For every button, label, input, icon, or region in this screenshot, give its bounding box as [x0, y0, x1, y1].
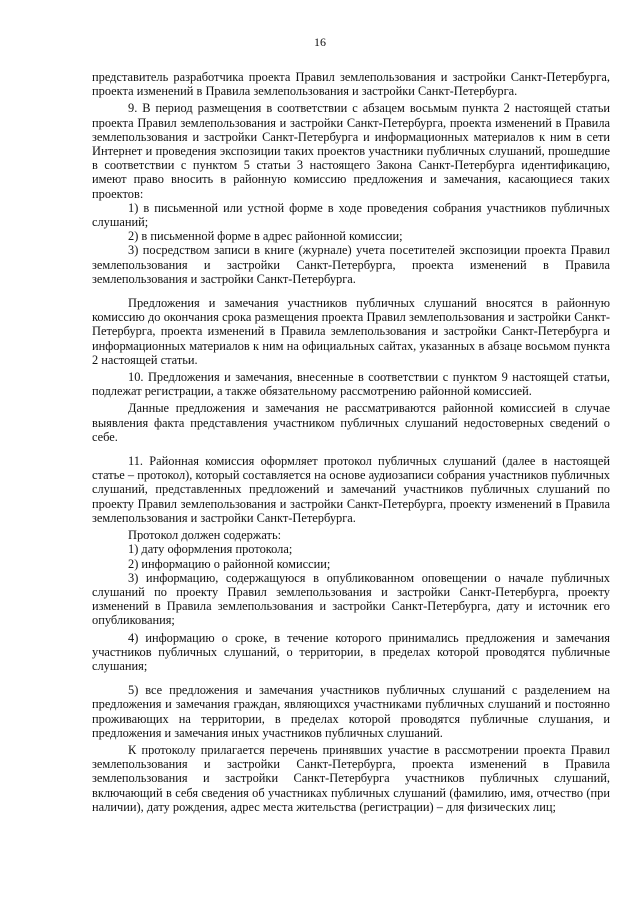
paragraph-item-9: 9. В период размещения в соответствии с абзацем восьмым пункта 2 настоящей статьи проекта Правил землепользования и застройки Санкт-Петербурга, проекта изменений в Правила землепользования и застройки Санкт-Петербурга и информационных материалов к ним в сети Интернет и проведения экспозиции таких проектов участники публичных слушаний, прошедшие в соответствии с пунктом 5 статьи 3 настоящего Закона Санкт-Петербурга идентификацию, имеют право вносить в районную комиссию предложения и замечания, касающиеся таких проектов:: [92, 101, 610, 201]
paragraph-participants-list: К протоколу прилагается перечень принявших участие в рассмотрении проекта Правил землепользования и застройки Санкт-Петербурга, проекта изменений в Правила землепользования и застройки Санкт-Петербурга участников публичных слушаний, включающий в себя сведения об участниках публичных слушаний (фамилию, имя, отчество (при наличии), дату рождения, адрес места жительства (регистрации) – для физических лиц;: [92, 742, 610, 814]
paragraph-item-11: 11. Районная комиссия оформляет протокол публичных слушаний (далее в настоящей статье – протокол), который составляется на основе аудиозаписи собрания участников публичных слушаний, представленных предложений и замечаний участников публичных слушаний по проекту Правил землепользования и застройки Санкт-Петербурга, проекту изменений в Правила землепользования и застройки Санкт-Петербурга.: [92, 454, 610, 525]
page-number: 16: [314, 35, 326, 49]
paragraph-protocol-item-4: 4) информацию о сроке, в течение которого принимались предложения и замечания участников публичных слушаний, о территории, в пределах которой проводятся публичные слушания;: [92, 630, 610, 673]
paragraph-protocol-item-5: 5) все предложения и замечания участников публичных слушаний с разделением на предложения и замечания граждан, являющихся участниками публичных слушаний и постоянно проживающих на территории, в пределах которой проводятся публичные слушания, и предложения и замечания иных участников публичных слушаний.: [92, 683, 610, 740]
paragraph-protocol-item-2: 2) информацию о районной комиссии;: [128, 556, 331, 571]
paragraph-item-10: 10. Предложения и замечания, внесенные в соответствии с пунктом 9 настоящей статьи, подлежат регистрации, а также обязательному рассмотрению районной комиссией.: [92, 370, 610, 399]
paragraph-protocol-contents: Протокол должен содержать:: [128, 528, 282, 543]
paragraph-item-9-3: 3) посредством записи в книге (журнале) учета посетителей экспозиции проекта Правил землепользования и застройки Санкт-Петербурга, проекта изменений в Правила землепользования и застройки Санкт-Петербурга.: [92, 243, 610, 286]
document-body: [92, 70, 610, 814]
paragraph-continuation: представитель разработчика проекта Правил землепользования и застройки Санкт-Петербурга, проекта изменений в Правила землепользования и застройки Санкт-Петербурга.: [92, 70, 610, 99]
paragraph-unreliable-info: Данные предложения и замечания не рассматриваются районной комиссией в случае выявления факта представления участником публичных слушаний недостоверных сведений о себе.: [92, 401, 610, 444]
paragraph-protocol-item-1: 1) дату оформления протокола;: [128, 542, 293, 557]
paragraph-item-9-2: 2) в письменной форме в адрес районной комиссии;: [128, 229, 403, 244]
paragraph-proposals-deadline: Предложения и замечания участников публичных слушаний вносятся в районную комиссию до окончания срока размещения проекта Правил землепользования и застройки Санкт-Петербурга, проекта изменений в Правила землепользования и застройки Санкт-Петербурга и информационных материалов к ним на официальных сайтах, указанных в абзаце восьмом пункта 2 настоящей статьи.: [92, 296, 610, 367]
paragraph-protocol-item-3: 3) информацию, содержащуюся в опубликованном оповещении о начале публичных слушаний по проекту Правил землепользования и застройки Санкт-Петербурга, проекту изменений в Правила землепользования и застройки Санкт-Петербурга, дату и источник его опубликования;: [92, 570, 610, 628]
paragraph-item-9-1: 1) в письменной или устной форме в ходе проведения собрания участников публичных слушаний;: [92, 200, 610, 230]
